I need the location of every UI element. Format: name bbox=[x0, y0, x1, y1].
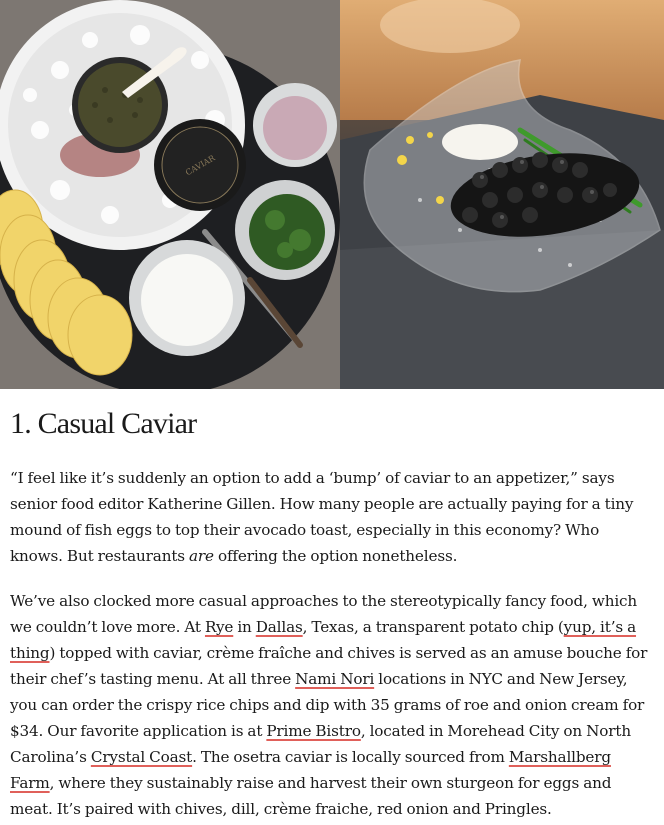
link-marshallberg-farm[interactable]: Marshallberg Farm bbox=[10, 748, 611, 792]
photo-row bbox=[0, 0, 664, 389]
paragraph-1: “I feel like it’s suddenly an option to add a ‘bump’ of caviar to an appetizer,” says senior food editor Katherine Gillen. How many people are actually paying for a tiny mound of fish eggs to top their avocado toast, especially in this economy? Who knows. But restaurants are offering the option nonetheless. bbox=[10, 469, 634, 565]
link-nami-nori[interactable]: Nami Nori bbox=[295, 670, 375, 688]
link-rye[interactable]: Rye bbox=[204, 618, 234, 636]
paragraph-2: We’ve also clocked more casual approaches to the stereotypically fancy food, which we couldn’t love more. At Rye in Dallas, Texas, a transparent potato chip (yup, it’s a thing) topped with caviar, crème fraîche and chives is served as an amuse bouche for their chef’s tasting menu. At all three Nami Nori locations in NYC and New Jersey, you can order the crispy rice chips and dip with 35 grams of roe and onion cream for $34. Our favorite application is at Prime Bistro, located in Morehead City on North Carolina’s Crystal Coast. The osetra caviar is locally sourced from Marshallberg Farm, where they sustainably raise and harvest their own sturgeon for eggs and meat. It’s paired with chives, dill, crème fraiche, red onion and Pringles. bbox=[10, 592, 648, 818]
tin-label: CAVIAR bbox=[184, 153, 217, 178]
caviar-spread-photo bbox=[0, 0, 340, 389]
caviar-chip-illustration bbox=[340, 0, 664, 389]
section-heading: 1. Casual Caviar bbox=[10, 407, 197, 440]
link-transparent-chip[interactable]: yup, it’s a thing bbox=[10, 618, 637, 662]
caviar-spread-illustration bbox=[0, 0, 340, 389]
caviar-chip-photo bbox=[340, 0, 664, 389]
link-crystal-coast[interactable]: Crystal Coast bbox=[90, 748, 193, 766]
emphasis-text: are bbox=[189, 547, 214, 565]
article-body bbox=[0, 389, 664, 822]
link-prime-bistro[interactable]: Prime Bistro bbox=[266, 722, 361, 740]
link-dallas[interactable]: Dallas bbox=[255, 618, 303, 636]
